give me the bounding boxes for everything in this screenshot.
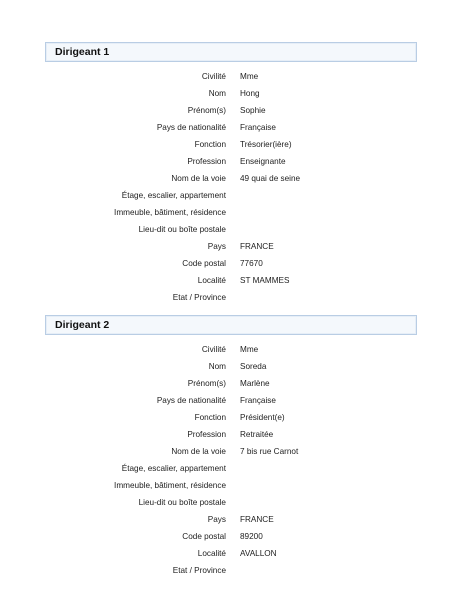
field-row: [45, 477, 417, 494]
field-value: 77670: [240, 259, 263, 268]
field-label: Fonction: [194, 413, 226, 422]
field-list: [45, 68, 417, 306]
field-label: Prénom(s): [187, 106, 226, 115]
field-label: Lieu-dit ou boîte postale: [138, 225, 226, 234]
field-label: Code postal: [182, 259, 226, 268]
field-value: Française: [240, 396, 276, 405]
field-row: [45, 221, 417, 238]
field-label: Civilité: [201, 72, 226, 81]
field-value: Sophie: [240, 106, 266, 115]
field-row: [45, 460, 417, 477]
field-row: [45, 238, 417, 255]
field-row: [45, 153, 417, 170]
field-label: Nom de la voie: [171, 447, 226, 456]
field-label: Nom: [208, 89, 226, 98]
field-label: Code postal: [182, 532, 226, 541]
field-row: [45, 528, 417, 545]
field-label: Fonction: [194, 140, 226, 149]
field-value: Hong: [240, 89, 260, 98]
field-value: Retraitée: [240, 430, 274, 439]
field-label: Étage, escalier, appartement: [121, 191, 226, 200]
field-value: AVALLON: [240, 549, 277, 558]
field-label: Étage, escalier, appartement: [121, 464, 226, 473]
field-label: Pays: [207, 242, 226, 251]
field-label: Pays de nationalité: [156, 396, 226, 405]
field-value: ST MAMMES: [240, 276, 290, 285]
field-label: Nom: [208, 362, 226, 371]
field-value: FRANCE: [240, 515, 274, 524]
field-row: [45, 358, 417, 375]
field-row: [45, 102, 417, 119]
field-row: [45, 255, 417, 272]
field-row: [45, 494, 417, 511]
field-label: Pays: [207, 515, 226, 524]
field-value: 7 bis rue Carnot: [240, 447, 299, 456]
field-value: Président(e): [240, 413, 285, 422]
field-row: [45, 187, 417, 204]
field-value: 89200: [240, 532, 263, 541]
field-row: [45, 170, 417, 187]
field-row: [45, 272, 417, 289]
field-value: Trésorier(ière): [240, 140, 292, 149]
field-row: [45, 426, 417, 443]
field-value: Française: [240, 123, 276, 132]
dirigeant-1-section: [45, 42, 417, 306]
field-row: [45, 289, 417, 306]
field-value: Marlène: [240, 379, 270, 388]
field-label: Etat / Province: [172, 293, 226, 302]
section-title: Dirigeant 1: [45, 42, 417, 62]
field-row: [45, 562, 417, 579]
section-title: Dirigeant 2: [45, 315, 417, 335]
field-label: Profession: [187, 157, 226, 166]
field-value: Mme: [240, 345, 259, 354]
field-row: [45, 545, 417, 562]
field-value: Mme: [240, 72, 259, 81]
field-row: [45, 375, 417, 392]
field-list: [45, 341, 417, 579]
field-label: Pays de nationalité: [156, 123, 226, 132]
field-value: Enseignante: [240, 157, 286, 166]
field-label: Localité: [197, 276, 226, 285]
field-label: Immeuble, bâtiment, résidence: [114, 481, 226, 490]
field-row: [45, 136, 417, 153]
field-label: Etat / Province: [172, 566, 226, 575]
field-row: [45, 119, 417, 136]
field-label: Lieu-dit ou boîte postale: [138, 498, 226, 507]
field-label: Nom de la voie: [171, 174, 226, 183]
field-label: Profession: [187, 430, 226, 439]
field-label: Immeuble, bâtiment, résidence: [114, 208, 226, 217]
field-value: FRANCE: [240, 242, 274, 251]
dirigeant-2-section: [45, 315, 417, 579]
field-row: [45, 443, 417, 460]
field-label: Localité: [197, 549, 226, 558]
field-value: Soreda: [240, 362, 267, 371]
field-row: [45, 68, 417, 85]
field-label: Civilité: [201, 345, 226, 354]
field-row: [45, 511, 417, 528]
field-row: [45, 392, 417, 409]
field-row: [45, 341, 417, 358]
field-value: 49 quai de seine: [240, 174, 301, 183]
field-row: [45, 204, 417, 221]
field-row: [45, 85, 417, 102]
field-row: [45, 409, 417, 426]
field-label: Prénom(s): [187, 379, 226, 388]
